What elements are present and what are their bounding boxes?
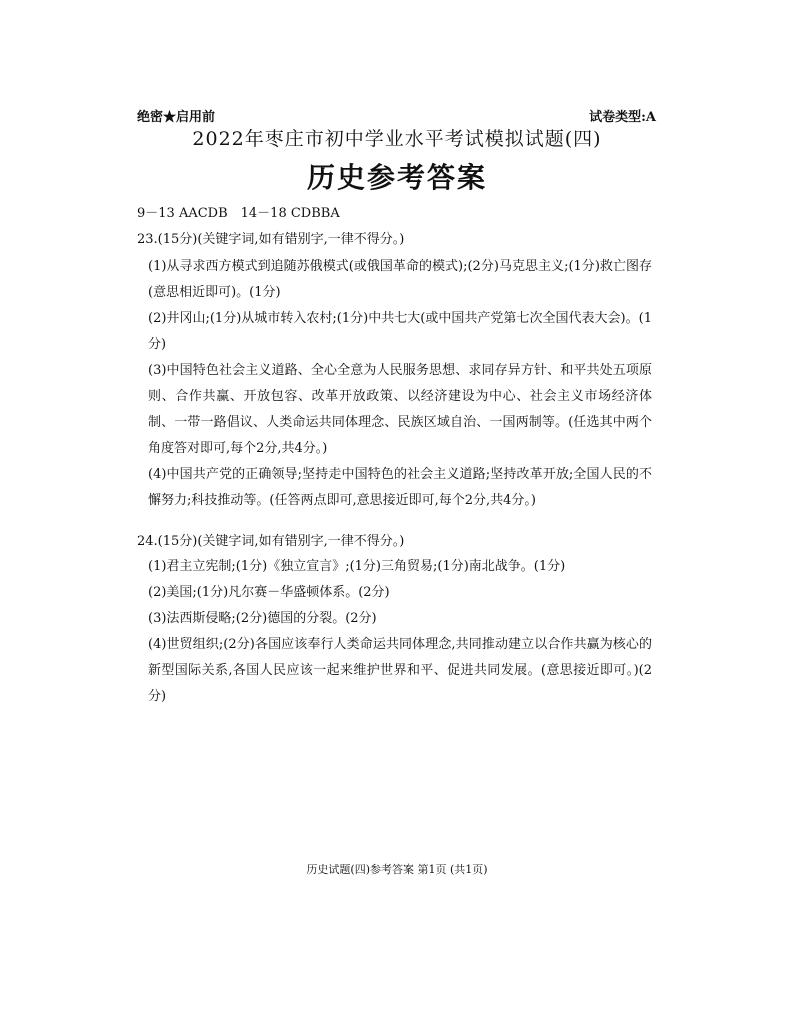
question-24-part-1: (1)君主立宪制;(1分)《独立宣言》;(1分)三角贸易;(1分)南北战争。(1分) <box>148 559 566 574</box>
question-24-part-2: (2)美国;(1分)凡尔赛－华盛顿体系。(2分) <box>148 585 390 600</box>
question-24-part-3: (3)法西斯侵略;(2分)德国的分裂。(2分) <box>148 611 377 626</box>
multiple-choice-answers: 9－13 AACDB 14－18 CDBBA <box>137 206 340 221</box>
confidential-label: 绝密★启用前 <box>137 110 216 125</box>
page-footer: 历史试题(四)参考答案 第1页 (共1页) <box>306 863 488 876</box>
question-24-heading: 24.(15分)(关键字词,如有错别字,一律不得分。) <box>137 534 405 549</box>
question-23-heading: 23.(15分)(关键字词,如有错别字,一律不得分。) <box>137 232 405 247</box>
paper-type-label: 试卷类型:A <box>589 110 656 125</box>
exam-title: 2022年枣庄市初中学业水平考试模拟试题(四) <box>192 128 602 150</box>
question-23-part-2: (2)井冈山;(1分)从城市转入农村;(1分)中共七大(或中国共产党第七次全国代表大会)。(1分) <box>148 311 652 352</box>
question-23-part-3: (3)中国特色社会主义道路、全心全意为人民服务思想、求同存异方针、和平共处五项原则、合作共赢、开放包容、改革开放政策、以经济建设为中心、社会主义市场经济体制、一带一路倡议、人类命运共同体理念、民族区域自治、一国两制等。(任选其中两个角度答对即可,每个2分,共4分。) <box>148 363 652 456</box>
question-23-part-4: (4)中国共产党的正确领导;坚持走中国特色的社会主义道路;坚持改革开放;全国人民的不懈努力;科技推动等。(任答两点即可,意思接近即可,每个2分,共4分。) <box>148 467 652 508</box>
question-24-part-4: (4)世贸组织;(2分)各国应该奉行人类命运共同体理念,共同推动建立以合作共赢为核心的新型国际关系,各国人民应该一起来维护世界和平、促进共同发展。(意思接近即可。)(2分) <box>148 637 652 704</box>
page-title: 历史参考答案 <box>306 161 487 194</box>
question-23-part-1: (1)从寻求西方模式到追随苏俄模式(或俄国革命的模式);(2分)马克思主义;(1分)救亡图存(意思相近即可)。(1分) <box>148 259 652 300</box>
